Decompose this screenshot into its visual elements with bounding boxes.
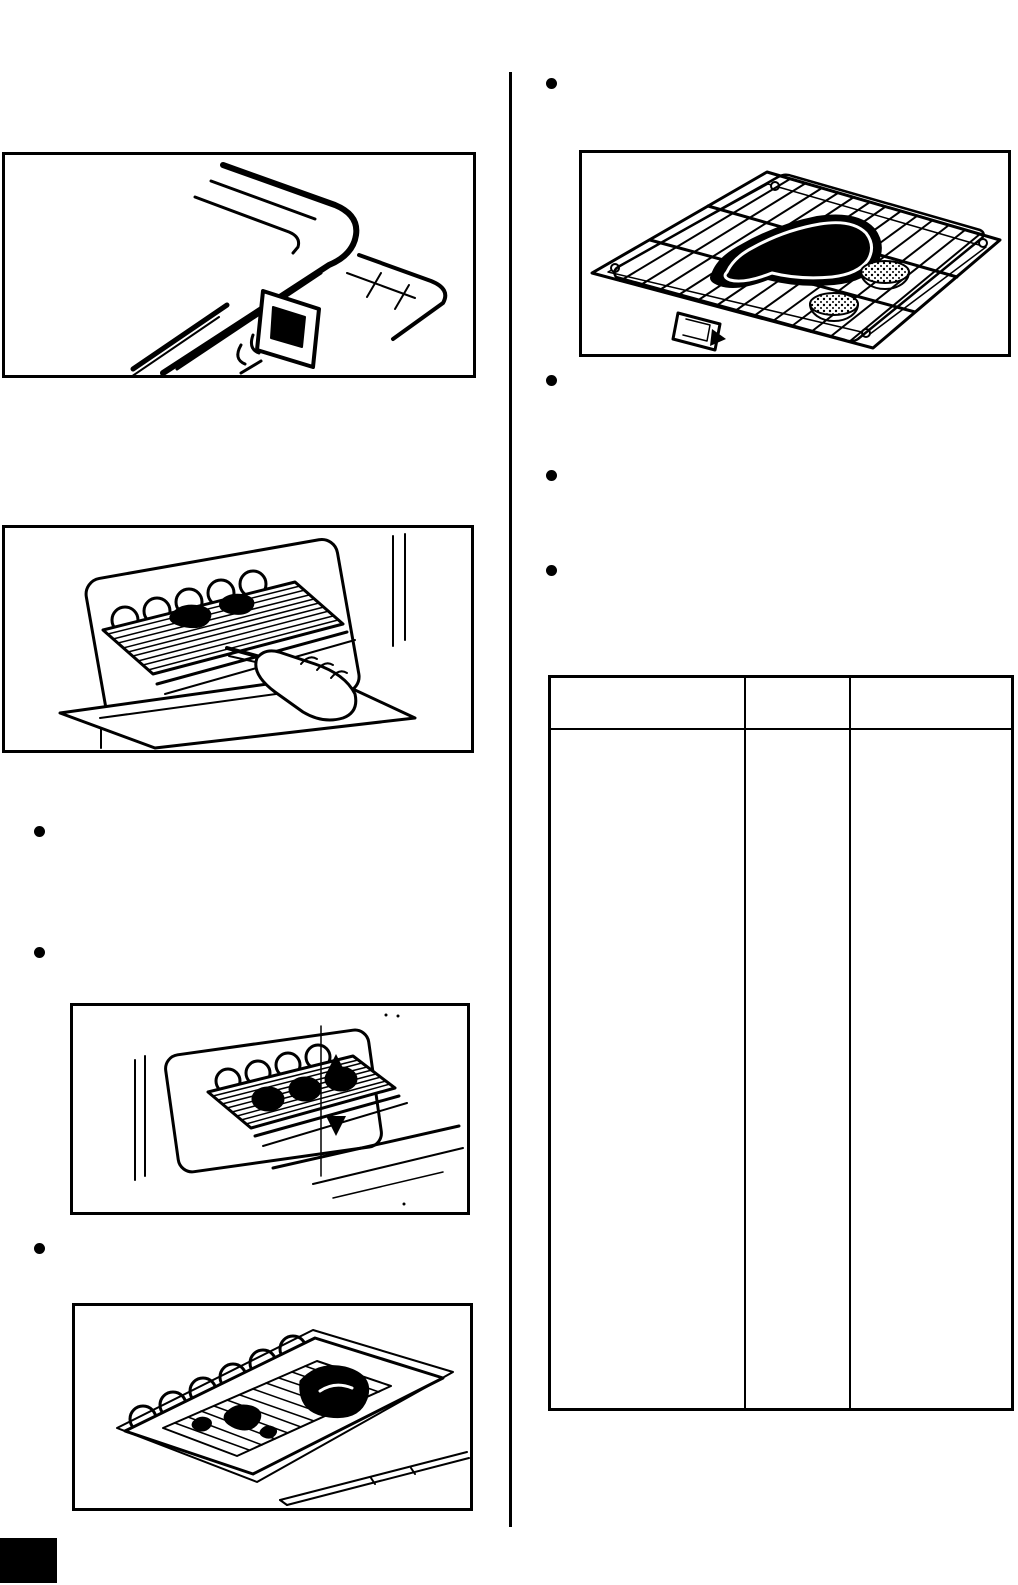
grill-pan-sliding-illustration bbox=[5, 528, 471, 750]
grill-pan-corner-clip-illustration bbox=[5, 155, 473, 375]
table-header-cell bbox=[551, 678, 746, 730]
figure-grill-pan-shelf-positions bbox=[70, 1003, 470, 1215]
figure-grill-pan-corner-clip-detail bbox=[2, 152, 476, 378]
grill-pan-trivet-illustration bbox=[75, 1306, 470, 1508]
figure-grill-pan-grid-steak-tomatoes bbox=[579, 150, 1011, 357]
figure-grill-pan-trivet-chops-rod bbox=[72, 1303, 473, 1511]
figure-grill-pan-sliding-into-compartment bbox=[2, 525, 474, 753]
column-divider-rule bbox=[509, 72, 512, 1527]
grill-pan-shelf-positions-illustration bbox=[73, 1006, 467, 1212]
table-header-cell bbox=[746, 678, 851, 730]
bullet-icon bbox=[546, 78, 557, 89]
table-cell bbox=[851, 730, 1011, 1408]
grill-pan-grid-illustration bbox=[582, 153, 1008, 354]
table-cell bbox=[746, 730, 851, 1408]
bullet-icon bbox=[546, 470, 557, 481]
table-header-cell bbox=[851, 678, 1011, 730]
bullet-icon bbox=[34, 947, 45, 958]
bullet-icon bbox=[34, 826, 45, 837]
grilling-chart-table bbox=[548, 675, 1014, 1411]
bullet-icon bbox=[34, 1243, 45, 1254]
bullet-icon bbox=[546, 565, 557, 576]
page-corner-tab bbox=[0, 1538, 57, 1583]
table-cell bbox=[551, 730, 746, 1408]
bullet-icon bbox=[546, 375, 557, 386]
